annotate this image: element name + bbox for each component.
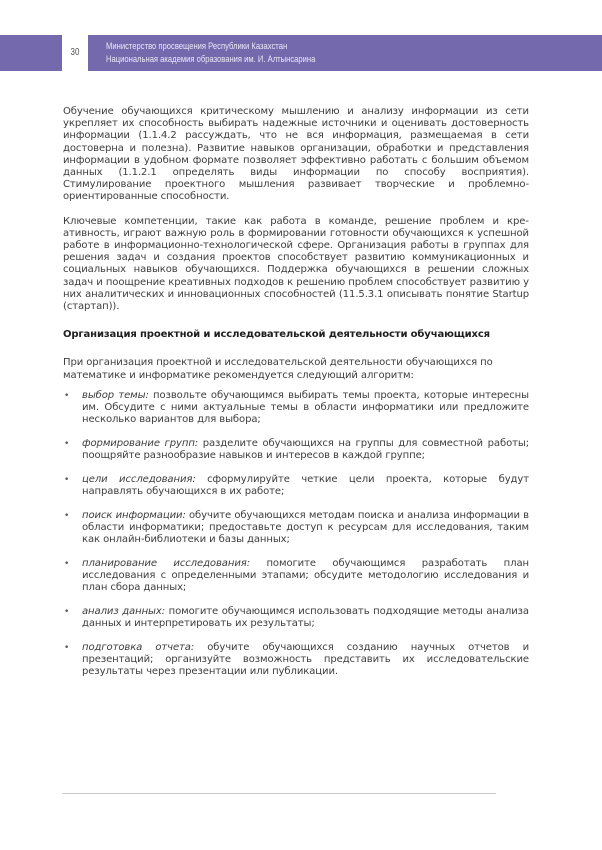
algorithm-list	[63, 390, 529, 679]
bullet-icon: •	[64, 510, 70, 521]
paragraph-key-competencies: Ключевые компетенции, такие как работа в команде, решение проблем и креативность, играют важную роль в формировании готовности обучающихся к успешной работе в информационно-технологической сфере. Организация работы в группах для решения задач и создания проектов способствует развитию коммуникационных и социальных навыков обучающихся. Поддержка обучающихся в решении сложных задач и поощрение креативных подходов к решению проблем способствует развитию у них аналитических и инновационных способностей (11.5.3.1 описывать понятие Startup (стартап)).	[63, 215, 529, 313]
list-item	[63, 390, 529, 427]
bullet-icon: •	[64, 607, 70, 617]
list-item-term: подготовка отчета:	[82, 641, 195, 653]
list-item-text: позвольте обучающимся выбирать темы проекта, которые интересны им. Обсудите с ними актуальные темы в области информатики или предложите несколько вариантов для выбора;	[82, 389, 529, 426]
list-item-term: поиск информации:	[82, 509, 186, 521]
list-item-term: цели исследования:	[82, 473, 196, 485]
footer-divider	[62, 793, 496, 794]
list-item-text: помогите обучающимся разработать план исследования с определенными этапами; обсудите методологию исследования и план сбора данных;	[82, 557, 529, 594]
list-item	[63, 438, 529, 462]
header-bar-left	[0, 35, 62, 71]
list-item-term: выбор темы:	[82, 389, 149, 401]
section-intro: При организация проектной и исследовательской деятельности обучающихся по математике и информатике рекомендуется следующий алгоритм:	[63, 357, 493, 381]
bullet-icon: •	[64, 558, 70, 569]
list-item	[63, 642, 529, 679]
list-item	[63, 474, 529, 498]
bullet-icon: •	[64, 474, 70, 485]
list-item	[63, 606, 529, 630]
header-ministry-line: Министерство просвещения Республики Казахстан	[106, 41, 288, 51]
list-item-term: анализ данных:	[82, 606, 166, 617]
bullet-icon: •	[64, 390, 70, 401]
list-item-text: сформулируйте четкие цели проекта, которые будут направлять обучающихся в их работе;	[82, 473, 529, 498]
header-organization	[106, 40, 315, 65]
section-heading: Организация проектной и исследовательской деятельности обучающихся	[63, 329, 490, 341]
page-number: 30	[70, 47, 80, 58]
list-item	[63, 558, 529, 595]
page-content	[63, 106, 529, 690]
paragraph-critical-thinking: Обучение обучающихся критическому мышлению и анализу информации из сети укрепляет их способность выбирать надежные источники и оценивать достоверность информации (1.1.4.2 рассуждать, что не вся информация, размещаемая в сети достоверна и полезна). Развитие навыков организации, обработки и представления информации в удобном формате позволяет эффективно работать с большим объемом данных (1.1.2.1 определять виды информации по способу восприятия). Стимулирование проектного мышления развивает творческие и проблемно-ориентированные способности.	[63, 106, 529, 203]
list-item-text: обучите обучающихся созданию научных отчетов и презентаций; организуйте возможность представить их исследовательские результаты через презентации или публикации.	[82, 641, 530, 678]
list-item	[63, 510, 529, 547]
list-item-term: формирование групп:	[82, 437, 199, 449]
bullet-icon: •	[64, 642, 70, 653]
bullet-icon: •	[64, 438, 70, 449]
list-item-text: разделите обучающихся на группы для совместной работы; поощряйте разнообразие навыков и интересов в каждой группе;	[82, 437, 529, 462]
list-item-term: планирование исследования:	[82, 557, 250, 569]
list-item-text: обучите обучающихся методам поиска и анализа информации в области информатики; предоставьте доступ к ресурсам для исследования, таким как онлайн-библиотеки и базы данных;	[82, 509, 530, 546]
header-academy-line: Национальная академия образования им. И. Алтынсарина	[106, 53, 316, 64]
list-item-text: помогите обучающимся использовать подходящие методы анализа данных и интерпретировать их результаты;	[82, 606, 529, 630]
